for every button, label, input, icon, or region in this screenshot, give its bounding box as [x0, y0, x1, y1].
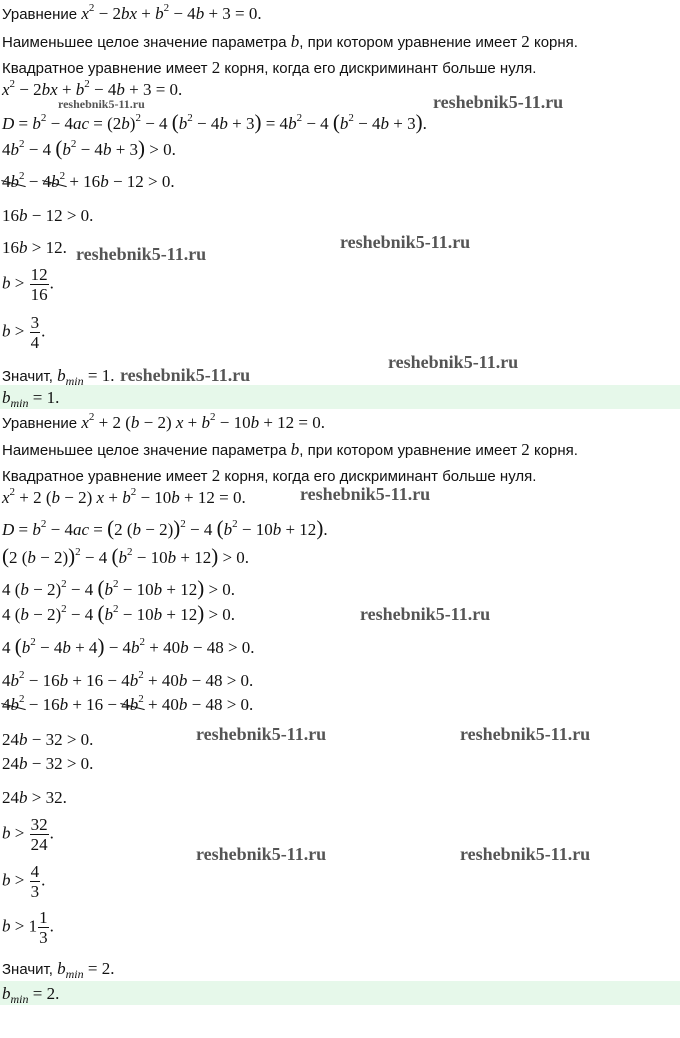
problem-statement: Уравнение $x^2 + 2$ (b − 2) $x + b^2 - 10b + 12 = 0$. [2, 411, 326, 432]
inequality-line: 24b − 32 > 0. [2, 730, 94, 749]
answer-highlight [0, 981, 680, 1005]
conclusion-line: Значит, $b_{min} = 2$. [2, 959, 115, 981]
fraction-line: b > $\frac{12}{16}$ . [2, 265, 54, 304]
watermark-text: reshebnik5-11.ru [340, 232, 471, 252]
inequality-line: (2 (b − 2))$^2$ − 4 $(b^2 - 10b + 12) > 0$. [2, 544, 250, 568]
watermark-text: reshebnik5-11.ru [196, 844, 327, 864]
inequality-line: $4b^2 - 4$ $(b^2 - 4b + 3) > 0$. [2, 136, 176, 160]
equation-line: $x^2 - 2bx + b^2 - 4b + 3 = 0$. [2, 78, 183, 99]
watermark-text: reshebnik5-11.ru [433, 92, 564, 112]
inequality-line: 16b − 12 > 0. [2, 206, 94, 225]
watermark-text: reshebnik5-11.ru [300, 484, 431, 504]
fraction-line: b > $\frac{3}{4}$ . [2, 313, 46, 352]
problem-statement: Уравнение $x^2 - 2bx + b^2 - 4b + 3 = 0$. [2, 2, 262, 23]
watermark-text: reshebnik5-11.ru [460, 844, 591, 864]
equation-line: $x^2 + 2$ (b − 2) $x + b^2 - 10b + 12 = 0$. [2, 486, 246, 507]
task-description: Наименьшее целое значение параметра b, при котором уравнение имеет 2 корня. [2, 440, 578, 459]
discriminant-note: Квадратное уравнение имеет 2 корня, когда его дискриминант больше нуля. [2, 466, 537, 485]
inequality-line: 16b > 12. [2, 238, 67, 257]
watermark-text: reshebnik5-11.ru [460, 724, 591, 744]
watermark-text: reshebnik5-11.ru [388, 352, 519, 372]
fraction-line: b > $\frac{32}{24}$ . [2, 815, 54, 854]
inequality-line: 24b > 32. [2, 788, 67, 807]
fraction-line: b > $\frac{4}{3}$ . [2, 862, 46, 901]
watermark-text: reshebnik5-11.ru [196, 724, 327, 744]
inequality-line: 4 $(b^2 - 4b + 4) - 4b^2 + 40b - 48 > 0$. [2, 634, 255, 658]
inequality-line: $4b^2 - 16b + 16 - 4b^2 + 40b - 48 > 0$. [2, 669, 254, 690]
conclusion-line: Значит, $b_{min} = 1$. [2, 366, 115, 388]
answer-line: $b_{min} = 1$. [2, 388, 60, 410]
watermark-text: reshebnik5-11.ru [120, 365, 251, 385]
watermark-text: reshebnik5-11.ru [360, 604, 491, 624]
watermark-text: reshebnik5-11.ru [58, 97, 145, 111]
task-description: Наименьшее целое значение параметра b, при котором уравнение имеет 2 корня. [2, 32, 578, 51]
watermark-text: reshebnik5-11.ru [76, 244, 207, 264]
answer-line: $b_{min} = 2$. [2, 984, 60, 1006]
answer-highlight [0, 385, 680, 409]
inequality-line: 24b − 32 > 0. [2, 754, 94, 773]
inequality-line: 4 $(b - 2)^2 - 4$ $(b^2 - 10b + 12) > 0$. [2, 576, 236, 600]
discriminant-line: $D = b^2 - 4ac = (2$ (b − 2))$^2$ − 4 $(b^2 - 10b + 12)$. [2, 516, 328, 540]
discriminant-note: Квадратное уравнение имеет 2 корня, когда его дискриминант больше нуля. [2, 58, 537, 77]
inequality-line: $4b^2 - 4b^2 + 16b - 12 > 0$. [2, 170, 175, 191]
discriminant-line: $D = b^2 - 4ac = (2b)^2 - 4$ $(b^2 - 4b + 3) = 4b^2 - 4$ $(b^2 - 4b + 3)$. [2, 110, 427, 134]
inequality-line: 4 $(b - 2)^2 - 4$ $(b^2 - 10b + 12) > 0$. [2, 601, 236, 625]
inequality-line: $4b^2 - 16b + 16 - 4b^2 + 40b - 48 > 0$. [2, 693, 254, 714]
fraction-line: b > 1 $\frac{1}{3}$ . [2, 908, 54, 947]
